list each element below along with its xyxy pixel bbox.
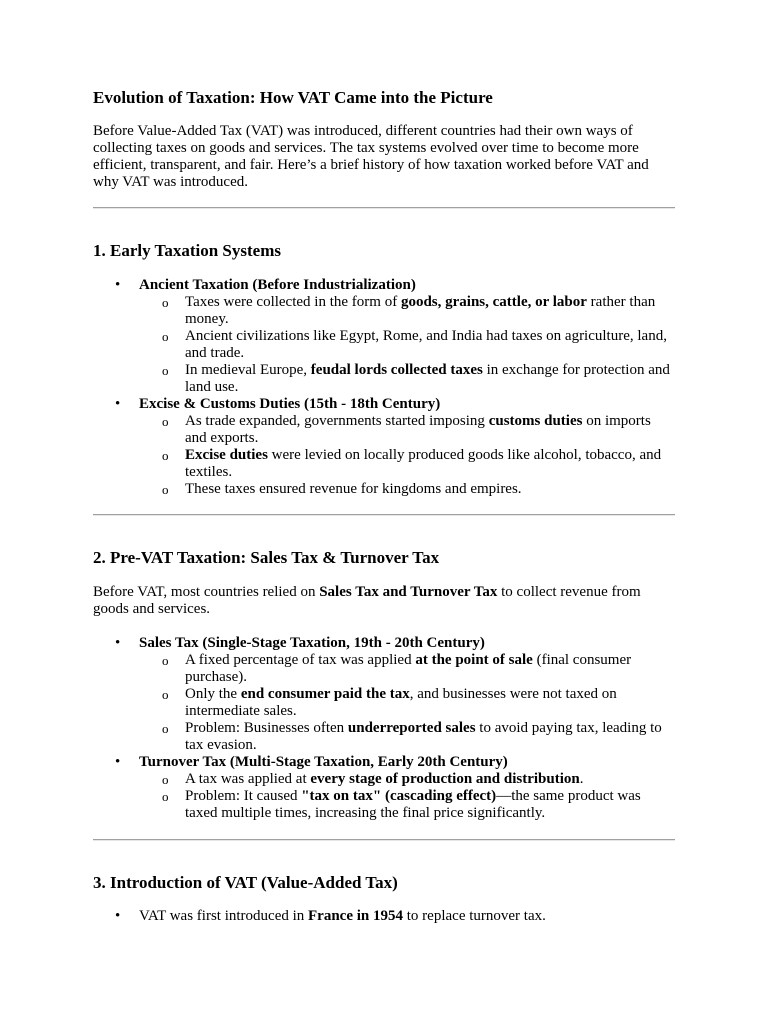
text-run: A fixed percentage of tax was applied — [185, 652, 416, 668]
sub-list — [139, 771, 675, 822]
list-item — [93, 754, 675, 822]
intro-paragraph: Before Value-Added Tax (VAT) was introduced, different countries had their own ways of collecting taxes on goods and services. The tax systems evolved over time to become more efficient, transparent, and fair. Here’s a brief history of how taxation worked before VAT and why VAT was introduced. — [93, 123, 649, 190]
bold-text: Excise duties — [185, 447, 268, 463]
text-run: As trade expanded, governments started imposing — [185, 413, 489, 429]
bold-text: every stage of production and distribution — [310, 771, 580, 787]
text-run: VAT was first introduced in — [139, 908, 309, 924]
sub-list-item — [139, 413, 675, 447]
bullet-list — [93, 635, 675, 822]
bold-text: feudal lords collected taxes — [310, 362, 483, 378]
bold-text: end consumer paid the tax — [240, 686, 410, 702]
text-run: . — [579, 771, 584, 787]
bold-text: goods, grains, cattle, or labor — [400, 294, 587, 310]
list-item-title: Ancient Taxation (Before Industrialization) — [139, 277, 416, 293]
sub-list-item — [139, 788, 675, 822]
text-run: to replace turnover tax. — [403, 908, 546, 924]
bold-text: at the point of sale — [415, 652, 533, 668]
bold-text: customs duties — [488, 413, 583, 429]
bold-text: France in 1954 — [308, 908, 404, 924]
sub-list-item — [139, 686, 675, 720]
sub-list — [139, 652, 675, 754]
sub-list — [139, 413, 675, 498]
list-item-title: Excise & Customs Duties (15th - 18th Century) — [139, 396, 441, 412]
divider — [93, 514, 675, 516]
text-run: Ancient civilizations like Egypt, Rome, and India had taxes on agriculture, land, and trade. — [185, 328, 667, 361]
text-run: —the same product was taxed multiple times, increasing the final price significantly. — [185, 788, 641, 821]
section-heading: 1. Early Taxation Systems — [93, 241, 281, 260]
list-item — [93, 908, 675, 925]
sub-list-item — [139, 771, 675, 788]
text-run: to collect revenue from goods and services. — [93, 584, 641, 617]
text-run: Before VAT, most countries relied on — [93, 584, 320, 600]
text-run: In medieval Europe, — [185, 362, 311, 378]
section-intro — [93, 584, 675, 618]
text-run: rather than money. — [185, 294, 656, 327]
list-item — [93, 277, 675, 396]
bullet-list — [93, 908, 675, 925]
text-run: on imports and exports. — [185, 413, 651, 446]
section-heading: 3. Introduction of VAT (Value-Added Tax) — [93, 873, 398, 892]
divider — [93, 839, 675, 841]
sub-list-item — [139, 328, 675, 362]
sub-list-item — [139, 362, 675, 396]
sub-list-item — [139, 447, 675, 481]
text-run: Taxes were collected in the form of — [185, 294, 401, 310]
text-run: to avoid paying tax, leading to tax evasion. — [185, 720, 662, 753]
list-item — [93, 396, 675, 498]
bold-text: Sales Tax and Turnover Tax — [319, 584, 498, 600]
sub-list — [139, 294, 675, 396]
bold-text: underreported sales — [347, 720, 476, 736]
list-item-title: Sales Tax (Single-Stage Taxation, 19th - 20th Century) — [139, 635, 485, 651]
sub-list-item — [139, 652, 675, 686]
section-heading: 2. Pre-VAT Taxation: Sales Tax & Turnover Tax — [93, 548, 440, 567]
sub-list-item — [139, 294, 675, 328]
list-item-title: Turnover Tax (Multi-Stage Taxation, Early 20th Century) — [139, 754, 508, 770]
divider — [93, 207, 675, 209]
bold-text: "tax on tax" (cascading effect) — [301, 788, 497, 804]
bullet-list — [93, 277, 675, 498]
sub-list-item — [139, 720, 675, 754]
page-title: Evolution of Taxation: How VAT Came into the Picture — [93, 88, 493, 107]
text-run: Problem: It caused — [185, 788, 302, 804]
sub-list-item — [139, 481, 675, 498]
text-run: Problem: Businesses often — [185, 720, 348, 736]
text-run: were levied on locally produced goods like alcohol, tobacco, and textiles. — [185, 447, 662, 480]
text-run: These taxes ensured revenue for kingdoms and empires. — [185, 481, 522, 497]
text-run: in exchange for protection and land use. — [185, 362, 670, 395]
text-run: A tax was applied at — [185, 771, 311, 787]
list-item — [93, 635, 675, 754]
text-run: (final consumer purchase). — [185, 652, 632, 685]
text-run: , and businesses were not taxed on intermediate sales. — [185, 686, 617, 719]
text-run: Only the — [185, 686, 241, 702]
